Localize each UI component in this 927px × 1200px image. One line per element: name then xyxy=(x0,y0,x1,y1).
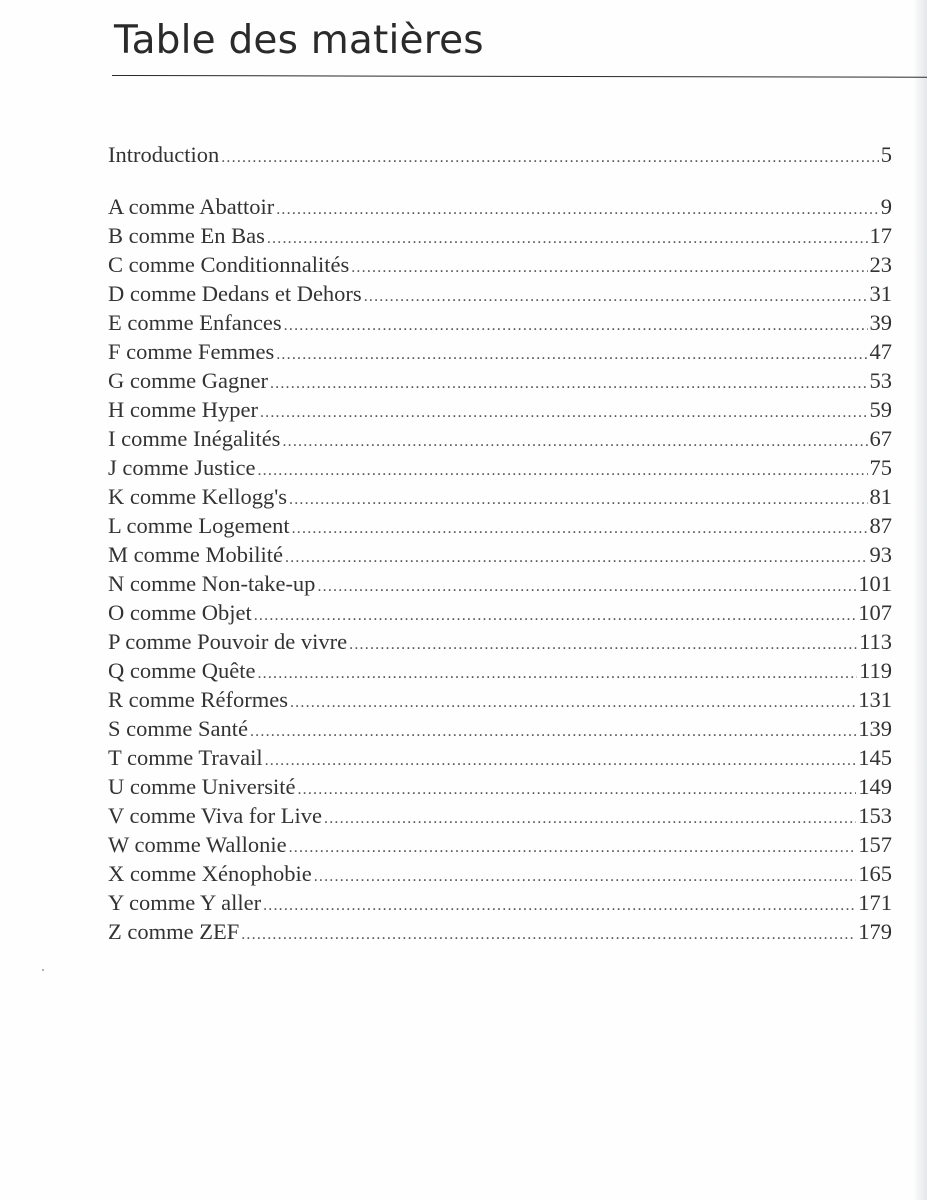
toc-entry-title: X comme Xénophobie xyxy=(108,861,312,886)
toc-entry-page: 31 xyxy=(869,281,892,306)
dot-leader xyxy=(289,485,867,514)
toc-entry-title: A comme Abattoir xyxy=(108,194,275,219)
dot-leader xyxy=(270,369,868,398)
toc-entry-page: 171 xyxy=(858,890,892,915)
toc-entry-title: T comme Travail xyxy=(108,745,263,770)
dot-leader xyxy=(364,282,868,311)
toc-entry[interactable] xyxy=(108,714,892,743)
toc-entry[interactable] xyxy=(108,801,892,830)
toc-entry-page: 9 xyxy=(880,194,892,219)
dot-leader xyxy=(257,659,857,688)
toc-entry[interactable] xyxy=(108,888,892,917)
table-of-contents xyxy=(108,140,892,946)
toc-entry[interactable] xyxy=(108,917,892,946)
dot-leader xyxy=(297,775,856,804)
toc-entry-title: J comme Justice xyxy=(108,455,256,480)
toc-entry[interactable] xyxy=(108,482,892,511)
toc-entry-title: I comme Inégalités xyxy=(108,426,281,451)
toc-entry-title: N comme Non-take-up xyxy=(108,571,316,596)
toc-entry-title: G comme Gagner xyxy=(108,368,268,393)
page-edge-shadow xyxy=(913,0,927,1200)
dot-leader xyxy=(276,195,879,224)
toc-entry[interactable] xyxy=(108,395,892,424)
toc-entry-title: V comme Viva for Live xyxy=(108,803,323,828)
dot-leader xyxy=(260,398,868,427)
toc-entry-title: D comme Dedans et Dehors xyxy=(108,281,362,306)
dot-leader xyxy=(324,804,856,833)
toc-entry-title: Y comme Y aller xyxy=(108,890,262,915)
toc-entry-page: 87 xyxy=(869,513,892,538)
toc-entry-title: P comme Pouvoir de vivre xyxy=(108,629,348,654)
dot-leader xyxy=(285,543,868,572)
toc-entry-page: 131 xyxy=(858,687,892,712)
toc-entry-page: 113 xyxy=(859,629,892,654)
toc-entry-title: C comme Conditionnalités xyxy=(108,252,350,277)
toc-entry-title: L comme Logement xyxy=(108,513,290,538)
toc-entry-page: 93 xyxy=(869,542,892,567)
toc-entry-title: W comme Wallonie xyxy=(108,832,287,857)
dot-leader xyxy=(254,601,857,630)
dot-leader xyxy=(351,253,867,282)
toc-entry-page: 47 xyxy=(869,339,892,364)
toc-entry[interactable] xyxy=(108,424,892,453)
toc-entry-page: 119 xyxy=(859,658,892,683)
dot-leader xyxy=(263,891,856,920)
toc-entry[interactable] xyxy=(108,540,892,569)
toc-entry-page: 145 xyxy=(858,745,892,770)
toc-entry[interactable] xyxy=(108,685,892,714)
toc-entry-title: S comme Santé xyxy=(108,716,248,741)
toc-entry[interactable] xyxy=(108,279,892,308)
toc-entry[interactable] xyxy=(108,743,892,772)
toc-entry[interactable] xyxy=(108,772,892,801)
dot-leader xyxy=(267,224,868,253)
toc-entry-page: 153 xyxy=(858,803,892,828)
dot-leader xyxy=(290,688,856,717)
toc-entry-title: K comme Kellogg's xyxy=(108,484,288,509)
toc-entry-title: M comme Mobilité xyxy=(108,542,283,567)
dot-leader xyxy=(221,143,879,172)
page-title: Table des matières xyxy=(114,18,484,63)
toc-entry[interactable] xyxy=(108,366,892,395)
toc-entry-page: 5 xyxy=(880,142,892,167)
toc-entry-page: 149 xyxy=(858,774,892,799)
toc-entry-introduction[interactable] xyxy=(108,140,892,169)
toc-entry-page: 53 xyxy=(869,368,892,393)
toc-entry[interactable] xyxy=(108,656,892,685)
dot-leader xyxy=(265,746,857,775)
dot-leader xyxy=(284,311,868,340)
toc-entry-page: 39 xyxy=(869,310,892,335)
toc-entry-title: Introduction xyxy=(108,142,220,167)
toc-entry-page: 139 xyxy=(858,716,892,741)
toc-entry-page: 81 xyxy=(869,484,892,509)
toc-entry-title: B comme En Bas xyxy=(108,223,265,248)
dot-leader xyxy=(289,833,857,862)
toc-entry-page: 179 xyxy=(858,919,892,944)
toc-entry-title: Z comme ZEF xyxy=(108,919,240,944)
toc-entry-page: 101 xyxy=(858,571,892,596)
toc-entry[interactable] xyxy=(108,453,892,482)
toc-entry-page: 107 xyxy=(858,600,892,625)
dot-leader xyxy=(250,717,856,746)
toc-entry-page: 67 xyxy=(869,426,892,451)
toc-entry-title: R comme Réformes xyxy=(108,687,288,712)
toc-entry[interactable] xyxy=(108,337,892,366)
toc-entry[interactable] xyxy=(108,221,892,250)
dot-leader xyxy=(241,920,856,949)
dot-leader xyxy=(317,572,856,601)
toc-entry[interactable] xyxy=(108,308,892,337)
toc-entry-page: 165 xyxy=(858,861,892,886)
toc-entry[interactable] xyxy=(108,627,892,656)
toc-entry[interactable] xyxy=(108,598,892,627)
scan-speck xyxy=(42,969,44,971)
toc-entry-title: Q comme Quête xyxy=(108,658,256,683)
dot-leader xyxy=(257,456,867,485)
toc-entry-page: 59 xyxy=(869,397,892,422)
toc-entry[interactable] xyxy=(108,859,892,888)
toc-entry-page: 75 xyxy=(869,455,892,480)
toc-entry-page: 17 xyxy=(869,223,892,248)
toc-entry[interactable] xyxy=(108,569,892,598)
toc-entry-title: E comme Enfances xyxy=(108,310,282,335)
dot-leader xyxy=(314,862,857,891)
title-divider xyxy=(112,75,927,78)
toc-entry-page: 157 xyxy=(858,832,892,857)
toc-entry[interactable] xyxy=(108,250,892,279)
dot-leader xyxy=(292,514,868,543)
dot-leader xyxy=(282,427,867,456)
toc-entry-title: H comme Hyper xyxy=(108,397,258,422)
toc-entry-title: O comme Objet xyxy=(108,600,252,625)
toc-entry[interactable] xyxy=(108,511,892,540)
dot-leader xyxy=(276,340,867,369)
toc-entry-title: F comme Femmes xyxy=(108,339,275,364)
dot-leader xyxy=(349,630,857,659)
toc-entry[interactable] xyxy=(108,830,892,859)
toc-entry-title: U comme Université xyxy=(108,774,296,799)
toc-entry-page: 23 xyxy=(869,252,892,277)
toc-entry[interactable] xyxy=(108,192,892,221)
